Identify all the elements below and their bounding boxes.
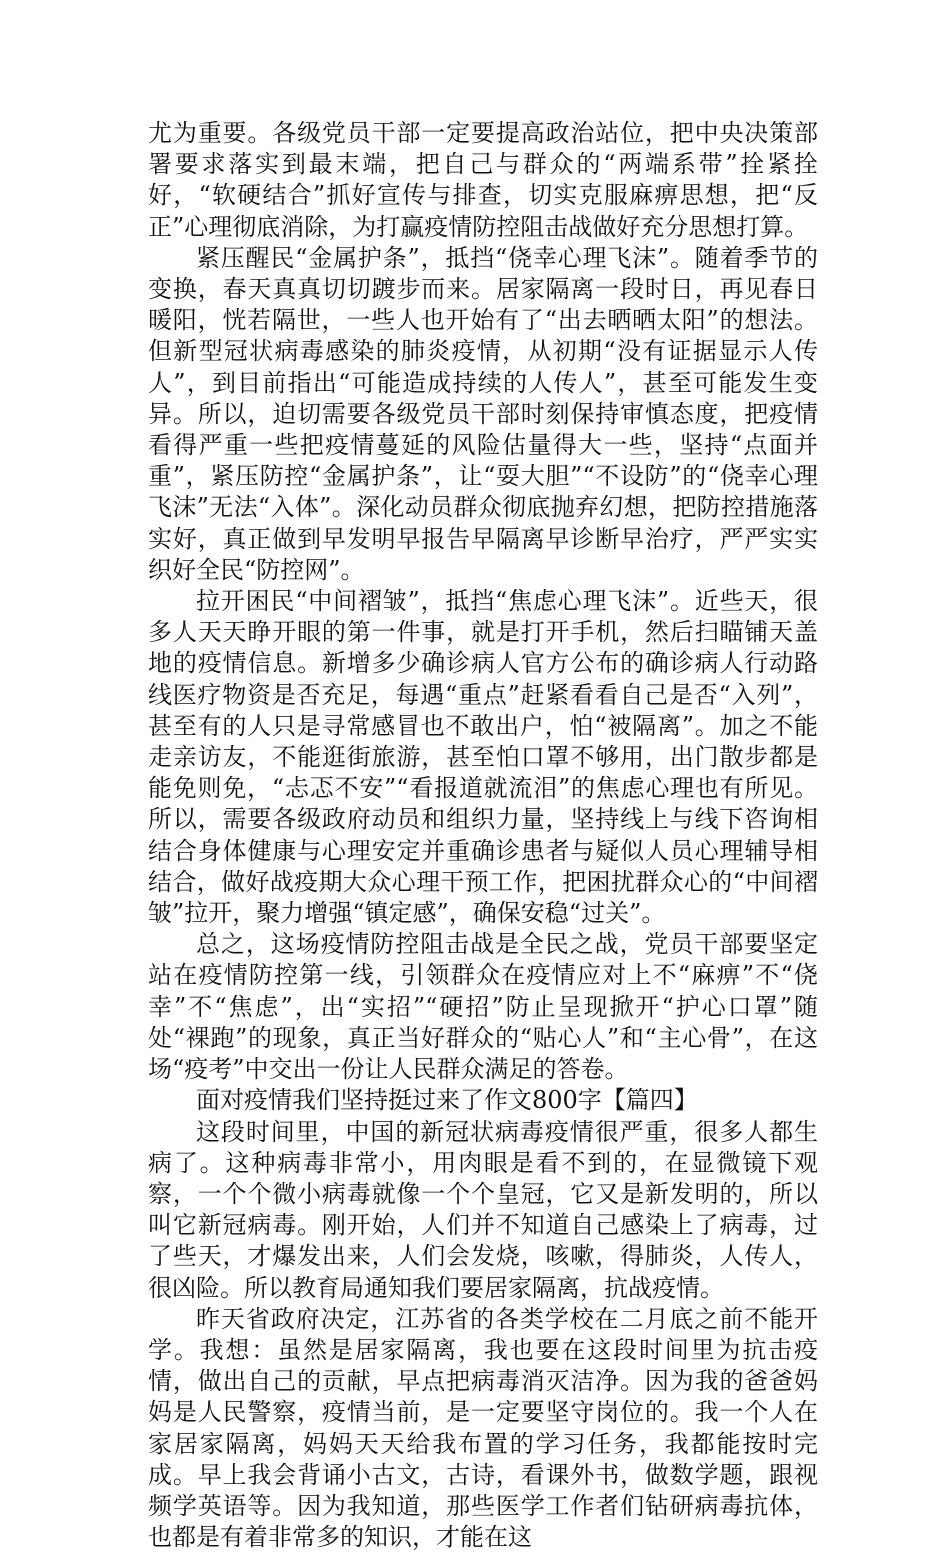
paragraph-5: 这段时间里，中国的新冠状病毒疫情很严重，很多人都生病了。这种病毒非常小，用肉眼是看不到的，在显微镜下观察，一个个微小病毒就像一个个皇冠，它又是新发明的，所以叫它新冠病毒。刚开始，人们并不知道自己感染上了病毒，过了些天，才爆发出来，人们会发烧，咳嗽，得肺炎，人传人，很凶险。所以教育局通知我们要居家隔离，抗战疫情。 (148, 1117, 818, 1302)
paragraph-1: 尤为重要。各级党员干部一定要提高政治站位，把中央决策部署要求落实到最末端，把自己与群众的“两端系带”拴紧拴好，“软硬结合”抓好宣传与排查，切实克服麻痹思想，把“反正”心理彻底消除，为打赢疫情防控阻击战做好充分思想打算。 (148, 119, 818, 241)
paragraph-4: 总之，这场疫情防控阻击战是全民之战，党员干部要坚定站在疫情防控第一线，引领群众在疫情应对上不“麻痹”不“侥幸”不“焦虑”，出“实招”“硬招”防止呈现掀开“护心口罩”随处“裸跑”的现象，真正当好群众的“贴心人”和“主心骨”，在这场“疫考”中交出一份让人民群众满足的答卷。 (148, 930, 818, 1084)
section-heading: 面对疫情我们坚持挺过来了作文800字【篇四】 (196, 1086, 698, 1115)
paragraph-3: 拉开困民“中间褶皱”，抵挡“焦虑心理飞沫”。近些天，很多人天天睁开眼的第一件事，就是打开手机，然后扫瞄铺天盖地的疫情信息。新增多少确诊病人官方公布的确诊病人行动路线医疗物资是否充足，每遇“重点”赶紧看看自己是否“入列”，甚至有的人只是寻常感冒也不敢出户，怕“被隔离”。加之不能走亲访友，不能逛街旅游，甚至怕口罩不够用，出门散步都是能免则免，“忐忑不安”“看报道就流泪”的焦虑心理也有所见。所以，需要各级政府动员和组织力量，坚持线上与线下咨询相结合身体健康与心理安定并重确诊患者与疑似人员心理辅导相结合，做好战疫期大众心理干预工作，把困扰群众心的“中间褶皱”拉开，聚力增强“镇定感”，确保安稳“过关”。 (148, 587, 818, 928)
paragraph-2: 紧压醒民“金属护条”，抵挡“侥幸心理飞沫”。随着季节的变换，春天真真切切踱步而来。居家隔离一段时日，再见春日暖阳，恍若隔世，一些人也开始有了“出去晒晒太阳”的想法。但新型冠状病毒感染的肺炎疫情，从初期“没有证据显示人传人”，到目前指出“可能造成持续的人传人”，甚至可能发生变异。所以，迫切需要各级党员干部时刻保持审慎态度，把疫情看得严重一些把疫情蔓延的风险估量得大一些，坚持“点面并重”，紧压防控“金属护条”，让“耍大胆”“不设防”的“侥幸心理飞沫”无法“入体”。深化动员群众彻底抛弃幻想，把防控措施落实好，真正做到早发明早报告早隔离早诊断早治疗，严严实实织好全民“防控网”。 (148, 243, 818, 584)
paragraph-6: 昨天省政府决定，江苏省的各类学校在二月底之前不能开学。我想：虽然是居家隔离，我也要在这段时间里为抗击疫情，做出自己的贡献，早点把病毒消灭洁净。因为我的爸爸妈妈是人民警察，疫情当前，是一定要坚守岗位的。我一个人在家居家隔离，妈妈天天给我布置的学习任务，我都能按时完成。早上我会背诵小古文，古诗，看课外书，做数学题，跟视频学英语等。因为我知道，那些医学工作者们钻研病毒抗体，也都是有着非常多的知识，才能在这 (148, 1304, 818, 1552)
document-page (148, 118, 818, 1553)
